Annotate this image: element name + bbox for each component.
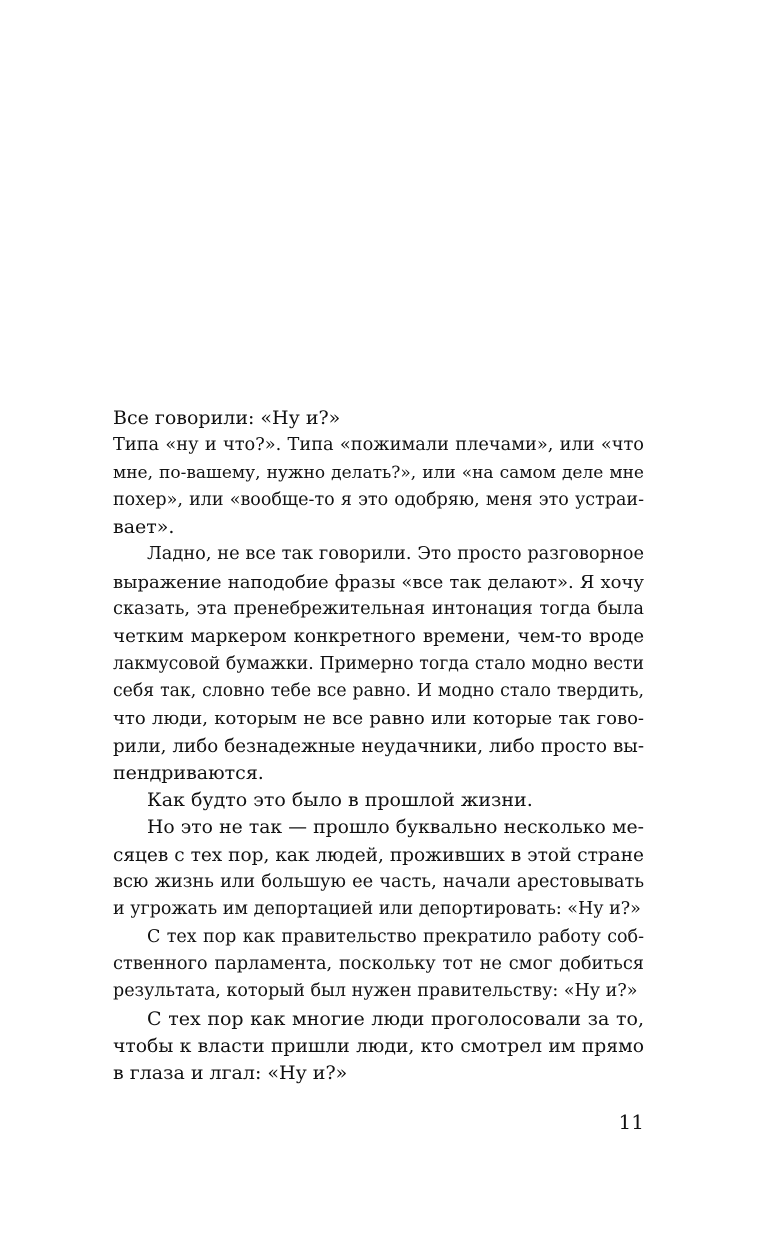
text-line: всю жизнь или большую ее часть, начали арестовывать [113,872,644,893]
text-line: что люди, которым не все равно или которые так гово- [113,708,644,730]
body-text [113,405,644,1087]
text-line: себя так, словно тебе все равно. И модно стало твердить, [113,680,644,701]
text-line: ственного парламента, поскольку тот не смог добиться [113,953,644,974]
text-line: Все говорили: «Ну и?» [113,407,341,429]
text-line: и угрожать им депортацией или депортировать: «Ну и?» [113,899,641,920]
text-line: выражение наподобие фразы «все так делают». Я хочу [113,571,644,593]
text-line: вает». [113,516,175,539]
text-line: лакмусовой бумажки. Примерно тогда стало модно вести [113,653,644,674]
text-line: Типа «ну и что?». Типа «пожимали плечами», или «что [113,435,644,456]
text-line: С тех пор как правительство прекратило работу соб- [147,926,644,947]
text-line: Как будто это было в прошлой жизни. [147,789,533,812]
text-line: рили, либо безнадежные неудачники, либо просто вы- [113,735,644,757]
text-line: Но это не так — прошло буквально несколько ме- [147,817,644,839]
text-line: похер», или «вообще-то я это одобряю, меня это устраи- [113,489,644,510]
text-line: сяцев с тех пор, как людей, проживших в этой стране [113,844,644,866]
text-line: результата, который был нужен правительству: «Ну и?» [113,981,638,1002]
text-line: сказать, эта пренебрежительная интонация тогда была [113,599,644,620]
text-line: Ладно, не все так говорили. Это просто разговорное [147,544,644,565]
text-line: пендриваются. [113,761,264,784]
text-line: мне, по-вашему, нужно делать?», или «на самом деле мне [113,462,644,483]
text-line: четким маркером конкретного времени, чем-то вроде [113,626,644,648]
text-line: чтобы к власти пришли люди, кто смотрел им прямо [113,1035,644,1057]
text-line: С тех пор как многие люди проголосовали за то, [147,1007,644,1030]
text-line: в глаза и лгал: «Ну и?» [113,1062,348,1085]
page-number: 11 [618,1110,644,1134]
